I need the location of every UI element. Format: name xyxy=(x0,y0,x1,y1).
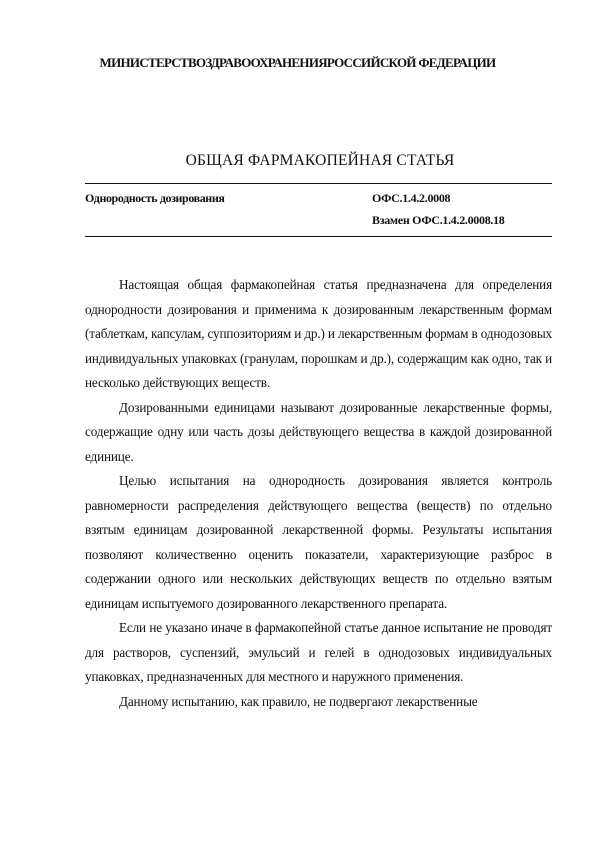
bottom-divider xyxy=(85,236,552,237)
paragraph: Настоящая общая фармакопейная статья предназначена для определения однородности дозирования и применима к дозированным лекарственным формам (таблеткам, капсулам, суппозиториям и др.) и лекарственным формам в однодозовых индивидуальных упаковках (гранулам, порошкам и др.), содержащим как одно, так и несколько действующих веществ. xyxy=(85,277,552,390)
article-code: ОФС.1.4.2.0008 xyxy=(372,191,451,205)
replaces-code: Взамен ОФС.1.4.2.0008.18 xyxy=(372,213,505,227)
ministry-header: МИНИСТЕРСТВОЗДРАВООХРАНЕНИЯРОССИЙСКОЙ ФЕДЕРАЦИИ xyxy=(99,55,496,70)
document-title: ОБЩАЯ ФАРМАКОПЕЙНАЯ СТАТЬЯ xyxy=(185,152,455,169)
paragraph: Если не указано иначе в фармакопейной статье данное испытание не проводят для растворов, суспензий, эмульсий и гелей в однодозовых индивидуальных упаковках, предназначенных для местного и наружного применения. xyxy=(85,620,552,684)
article-name: Однородность дозирования xyxy=(85,191,225,205)
article-body xyxy=(85,273,552,714)
paragraph: Данному испытанию, как правило, не подвергают лекарственные xyxy=(119,693,478,709)
paragraph: Дозированными единицами называют дозированные лекарственные формы, содержащие одну или часть дозы действующего вещества в каждой дозированной единице. xyxy=(85,399,552,464)
paragraph: Целью испытания на однородность дозирования является контроль равномерности распределения действующего вещества (веществ) по отдельно взятым единицам дозированной лекарственной формы. Результаты испытания позволяют количественно оценить показатели, характеризующие разброс в содержании одного или нескольких действующих веществ по отдельно взятым единицам испытуемого дозированного лекарственного препарата. xyxy=(85,473,552,611)
top-divider xyxy=(85,183,552,184)
